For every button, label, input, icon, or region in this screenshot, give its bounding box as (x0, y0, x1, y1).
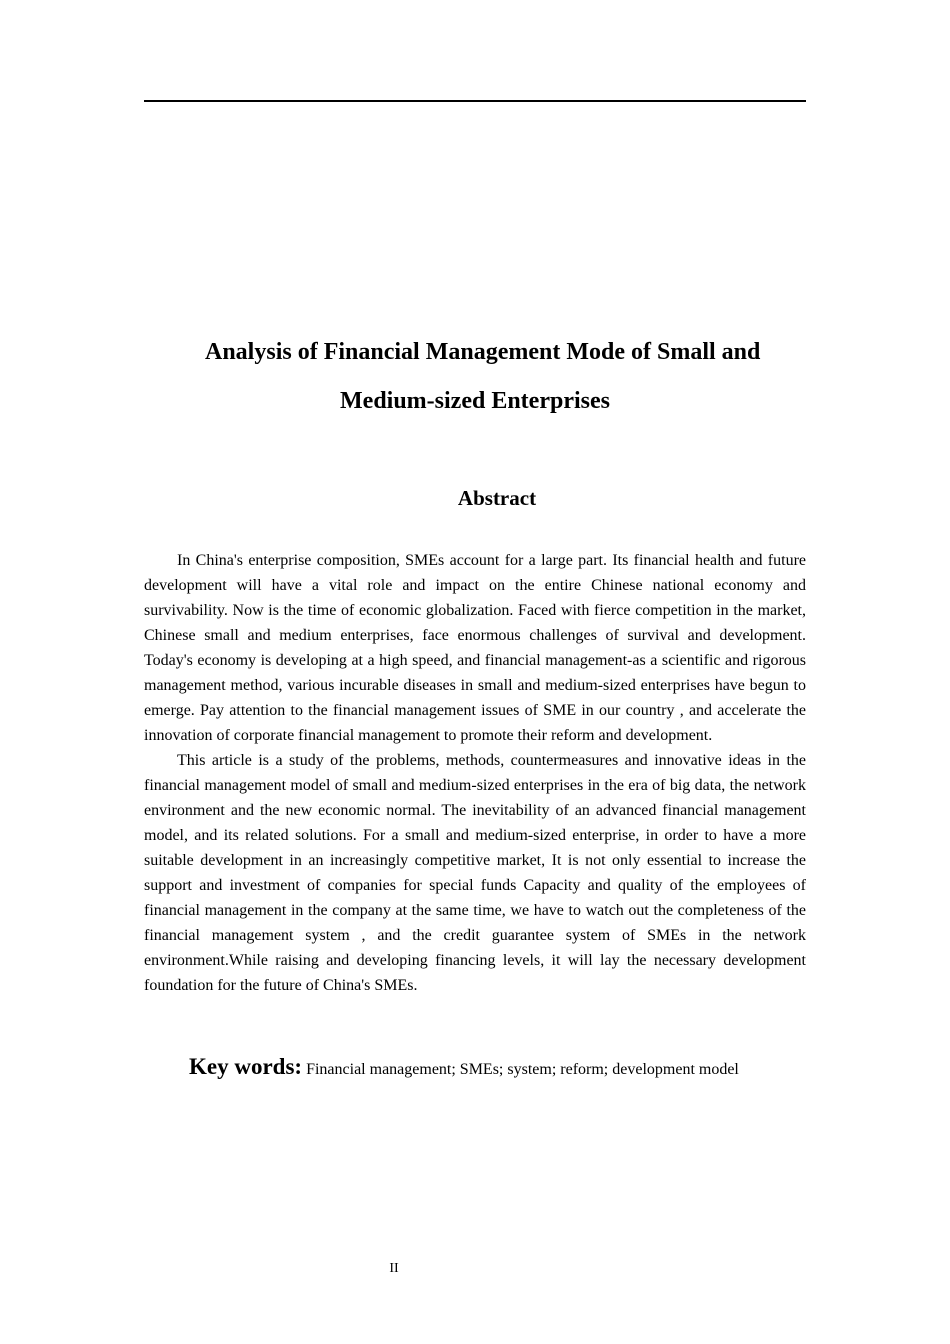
abstract-paragraph-2: This article is a study of the problems, methods, countermeasures and innovative ideas in the financial management model of small and medium-sized enterprises in the era of big data, the network environment and the new economic normal. The inevitability of an advanced financial management model, and its related solutions. For a small and medium-sized enterprise, in order to have a more suitable development in an increasingly competitive market, It is not only essential to increase the support and investment of companies for special funds Capacity and quality of the employees of financial management in the company at the same time, we have to watch out the completeness of the financial management system , and the credit guarantee system of SMEs in the network environment.While raising and developing financing levels, it will lay the necessary development foundation for the future of China's SMEs. (144, 752, 806, 994)
document-title (144, 328, 806, 426)
header-rule (144, 100, 806, 102)
keywords (189, 1054, 809, 1080)
abstract-paragraph-1: In China's enterprise composition, SMEs account for a large part. Its financial health and future development will have a vital role and impact on the entire Chinese national economy and survivability. Now is the time of economic globalization. Faced with fierce competition in the market, Chinese small and medium enterprises, face enormous challenges of survival and development. Today's economy is developing at a high speed, and financial management-as a scientific and rigorous management method, various incurable diseases in small and medium-sized enterprises have begun to emerge. Pay attention to the financial management issues of SME in our country , and accelerate the innovation of corporate financial management to promote their reform and development. (144, 552, 806, 744)
keywords-label: Key words: (189, 1054, 303, 1079)
abstract-heading: Abstract (457, 486, 537, 510)
page-number: II (389, 1261, 399, 1276)
keywords-text: Financial management; SMEs; system; reform; development model (306, 1061, 739, 1078)
abstract-body (144, 548, 806, 998)
title-line-2: Medium-sized Enterprises (340, 388, 610, 414)
title-line-1: Analysis of Financial Management Mode of Small and (205, 339, 761, 365)
